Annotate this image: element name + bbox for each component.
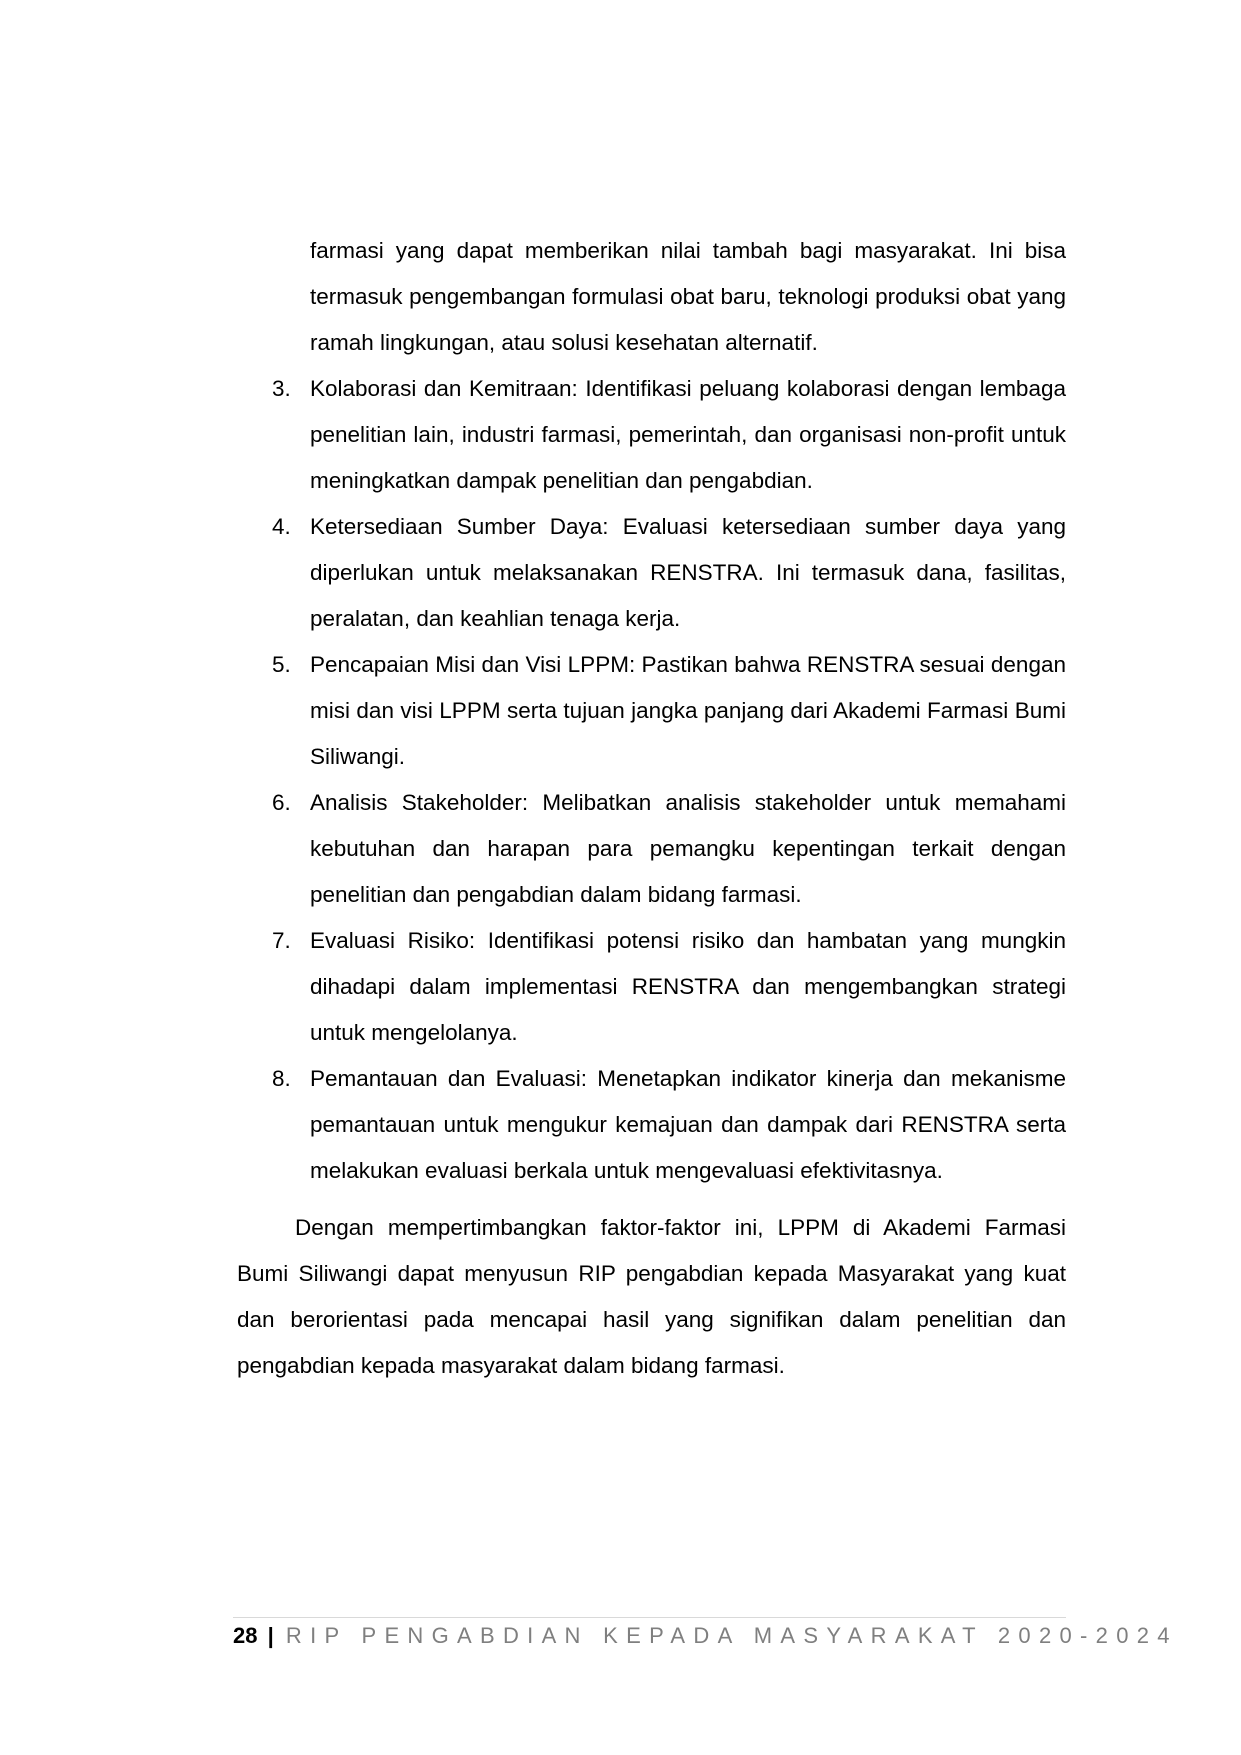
list-item xyxy=(237,780,1066,918)
list-item-text: Pencapaian Misi dan Visi LPPM: Pastikan bahwa RENSTRA sesuai dengan misi dan visi LPPM serta tujuan jangka panjang dari Akademi Farmasi Bumi Siliwangi. xyxy=(310,652,1066,769)
footer-divider xyxy=(233,1617,1066,1618)
continuation-paragraph: farmasi yang dapat memberikan nilai tambah bagi masyarakat. Ini bisa termasuk pengembangan formulasi obat baru, teknologi produksi obat yang ramah lingkungan, atau solusi kesehatan alternatif. xyxy=(310,238,1066,355)
list-item-text: Evaluasi Risiko: Identifikasi potensi risiko dan hambatan yang mungkin dihadapi dalam implementasi RENSTRA dan mengembangkan strategi untuk mengelolanya. xyxy=(310,928,1066,1045)
list-item-number: 4. xyxy=(272,514,291,539)
list-item xyxy=(237,366,1066,504)
list-item xyxy=(237,642,1066,780)
list-item-text: Ketersediaan Sumber Daya: Evaluasi ketersediaan sumber daya yang diperlukan untuk melaksanakan RENSTRA. Ini termasuk dana, fasilitas, peralatan, dan keahlian tenaga kerja. xyxy=(310,514,1066,631)
list-item-number: 6. xyxy=(272,790,291,815)
list-item-number: 3. xyxy=(272,376,291,401)
list-item-number: 8. xyxy=(272,1066,291,1091)
list-item-number: 7. xyxy=(272,928,291,953)
list-item xyxy=(237,1056,1066,1194)
closing-paragraph: Dengan mempertimbangkan faktor-faktor ini, LPPM di Akademi Farmasi Bumi Siliwangi dapat menyusun RIP pengabdian kepada Masyarakat yang kuat dan berorientasi pada mencapai hasil yang signifikan dalam penelitian dan pengabdian kepada masyarakat dalam bidang farmasi. xyxy=(237,1215,1066,1378)
list-item-number: 5. xyxy=(272,652,291,677)
list-item xyxy=(237,918,1066,1056)
page-number: 28 xyxy=(233,1623,258,1648)
footer-document-title: RIP PENGABDIAN KEPADA MASYARAKAT 2020-2024 xyxy=(285,1623,1178,1648)
list-item-text: Pemantauan dan Evaluasi: Menetapkan indikator kinerja dan mekanisme pemantauan untuk mengukur kemajuan dan dampak dari RENSTRA serta melakukan evaluasi berkala untuk mengevaluasi efektivitasnya. xyxy=(310,1066,1066,1183)
list-item-text: Kolaborasi dan Kemitraan: Identifikasi peluang kolaborasi dengan lembaga penelitian lain, industri farmasi, pemerintah, dan organisasi non-profit untuk meningkatkan dampak penelitian dan pengabdian. xyxy=(310,376,1066,493)
list-item-text: Analisis Stakeholder: Melibatkan analisis stakeholder untuk memahami kebutuhan dan harapan para pemangku kepentingan terkait dengan penelitian dan pengabdian dalam bidang farmasi. xyxy=(310,790,1066,907)
page-footer xyxy=(233,1621,1178,1651)
footer-separator: | xyxy=(267,1623,274,1648)
list-item xyxy=(237,504,1066,642)
numbered-list xyxy=(237,366,1066,1194)
